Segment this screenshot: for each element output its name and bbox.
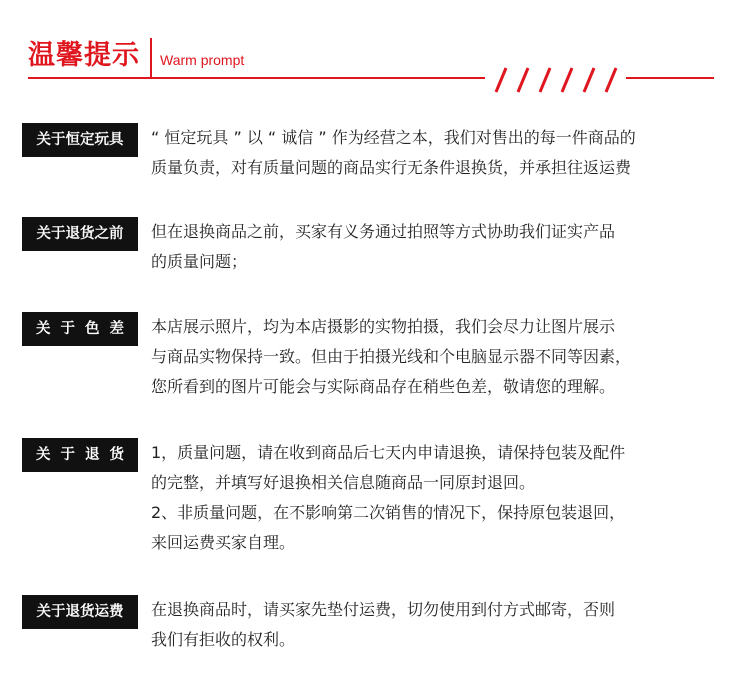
- content-line: 我们有拒收的权利。: [151, 630, 296, 649]
- slash-decoration: [490, 62, 630, 98]
- section-content: [151, 438, 723, 558]
- section-content: [151, 595, 723, 655]
- slash-mark: [606, 68, 616, 92]
- content-line: 与商品实物保持一致。但由于拍摄光线和个电脑显示器不同等因素，: [151, 347, 632, 366]
- content-line: “ 恒定玩具 ” 以 “ 诚信 ” 作为经营之本，我们对售出的每一件商品的: [151, 128, 636, 147]
- slash-mark: [584, 68, 594, 92]
- content-line: 2、非质量问题，在不影响第二次销售的情况下，保持原包装退回，: [151, 503, 626, 522]
- page-subtitle: Warm prompt: [160, 52, 245, 68]
- section-content: [151, 312, 723, 402]
- section-label: 关于退货: [22, 438, 138, 472]
- header-rule-right: [626, 77, 714, 79]
- slash-mark: [540, 68, 550, 92]
- header-divider: [150, 38, 152, 78]
- content-line: 本店展示照片，均为本店摄影的实物拍摄，我们会尽力让图片展示: [151, 317, 616, 336]
- content-line: 1，质量问题，请在收到商品后七天内申请退换，请保持包装及配件: [151, 443, 626, 462]
- content-line: 来回运费买家自理。: [151, 533, 296, 552]
- content-line: 质量负责，对有质量问题的商品实行无条件退换货，并承担往返运费: [151, 158, 632, 177]
- slash-mark: [496, 68, 506, 92]
- section-content: [151, 217, 723, 277]
- content-line: 您所看到的图片可能会与实际商品存在稍些色差，敬请您的理解。: [151, 377, 616, 396]
- content-line: 但在退换商品之前，买家有义务通过拍照等方式协助我们证实产品: [151, 222, 616, 241]
- section-label: 关于色差: [22, 312, 138, 346]
- slash-mark: [562, 68, 572, 92]
- section-label: 关于退货运费: [22, 595, 138, 629]
- section-label: 关于恒定玩具: [22, 123, 138, 157]
- page-title: 温馨提示: [28, 40, 140, 71]
- content-line: 的质量问题；: [151, 252, 248, 271]
- content-line: 的完整，并填写好退换相关信息随商品一同原封退回。: [151, 473, 536, 492]
- slash-mark: [518, 68, 528, 92]
- section-label: 关于退货之前: [22, 217, 138, 251]
- section-content: [151, 123, 723, 183]
- content-line: 在退换商品时，请买家先垫付运费，切勿使用到付方式邮寄，否则: [151, 600, 616, 619]
- header-rule-left: [28, 77, 485, 79]
